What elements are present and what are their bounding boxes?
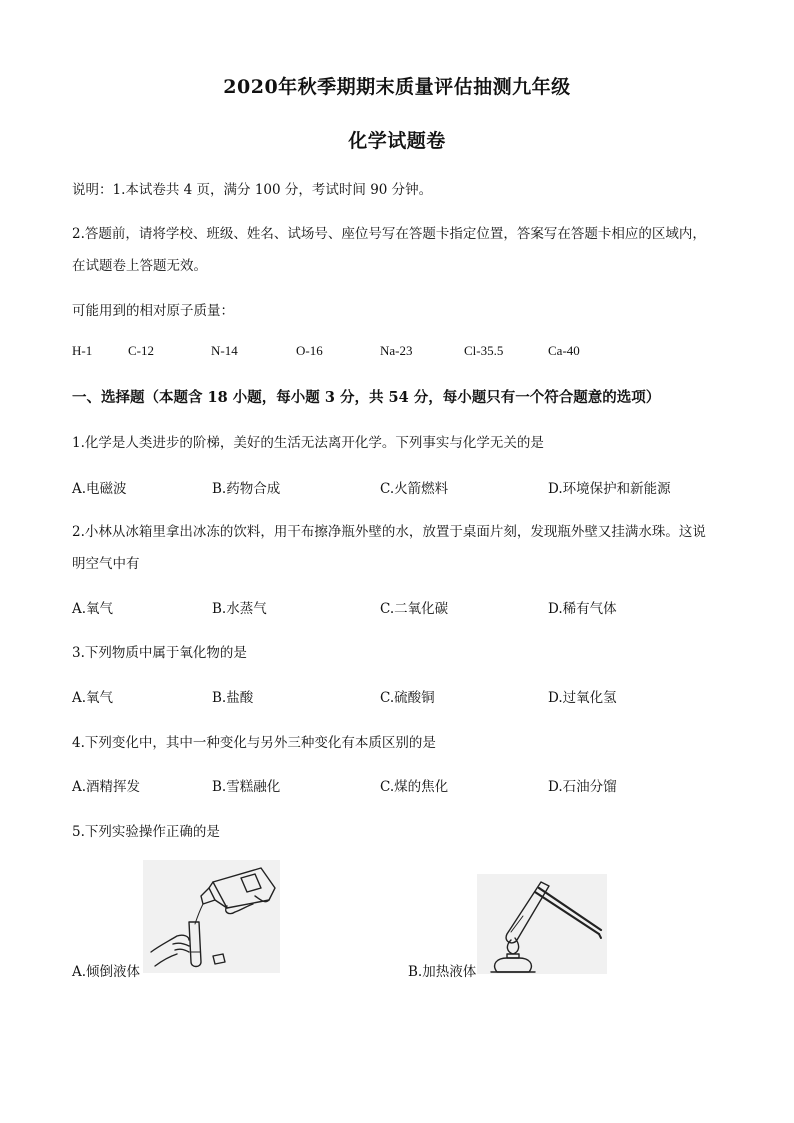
question-2-stem-cont: 明空气中有 (72, 556, 140, 572)
question-1-option-a: A.电磁波 (72, 481, 127, 497)
question-5-stem: 5.下列实验操作正确的是 (72, 824, 220, 840)
atomic-mass-cl: Cl-35.5 (464, 343, 504, 358)
question-2-option-d: D.稀有气体 (548, 601, 617, 617)
atomic-mass-label: 可能用到的相对原子质量： (72, 303, 234, 319)
question-3-stem: 3.下列物质中属于氧化物的是 (72, 645, 247, 661)
exam-title: 2020年秋季期期末质量评估抽测九年级 (223, 76, 571, 98)
question-1-stem: 1.化学是人类进步的阶梯，美好的生活无法离开化学。下列事实与化学无关的是 (72, 435, 544, 451)
atomic-mass-h: H-1 (72, 343, 93, 358)
instruction-line-2b: 在试题卷上答题无效。 (72, 258, 207, 274)
question-2-option-a: A.氧气 (72, 601, 114, 617)
atomic-mass-c: C-12 (128, 343, 154, 358)
question-2-option-c: C.二氧化碳 (380, 601, 449, 617)
question-1-option-d: D.环境保护和新能源 (548, 481, 671, 497)
question-1-option-c: C.火箭燃料 (380, 481, 449, 497)
question-2-stem: 2.小林从冰箱里拿出冰冻的饮料，用干布擦净瓶外壁的水，放置于桌面片刻，发现瓶外壁又挂满水珠。这说 (72, 524, 706, 540)
question-3-option-d: D.过氧化氢 (548, 690, 617, 706)
exam-subtitle: 化学试题卷 (348, 130, 446, 152)
question-1-option-b: B.药物合成 (212, 481, 281, 497)
atomic-mass-ca: Ca-40 (548, 343, 580, 358)
question-3-option-c: C.硫酸铜 (380, 690, 435, 706)
question-4-option-d: D.石油分馏 (548, 779, 617, 795)
question-5-option-b: B.加热液体 (408, 964, 477, 980)
question-4-stem: 4.下列变化中，其中一种变化与另外三种变化有本质区别的是 (72, 735, 436, 751)
pouring-liquid-figure (143, 860, 280, 973)
section-heading: 一、选择题（本题含 18 小题，每小题 3 分，共 54 分，每小题只有一个符合题意的选项） (72, 389, 661, 406)
instruction-line-1: 说明：1.本试卷共 4 页，满分 100 分，考试时间 90 分钟。 (72, 182, 433, 198)
atomic-mass-o: O-16 (296, 343, 323, 358)
instruction-line-2a: 2.答题前，请将学校、班级、姓名、试场号、座位号写在答题卡指定位置，答案写在答题卡相应的区域内， (72, 226, 706, 242)
question-4-option-b: B.雪糕融化 (212, 779, 281, 795)
atomic-mass-n: N-14 (211, 343, 238, 358)
question-2-option-b: B.水蒸气 (212, 601, 267, 617)
question-5-option-a: A.倾倒液体 (72, 964, 141, 980)
heating-liquid-figure (477, 874, 607, 974)
atomic-mass-na: Na-23 (380, 343, 413, 358)
question-3-option-b: B.盐酸 (212, 690, 254, 706)
question-4-option-a: A.酒精挥发 (72, 779, 141, 795)
question-3-option-a: A.氧气 (72, 690, 114, 706)
question-4-option-c: C.煤的焦化 (380, 779, 449, 795)
